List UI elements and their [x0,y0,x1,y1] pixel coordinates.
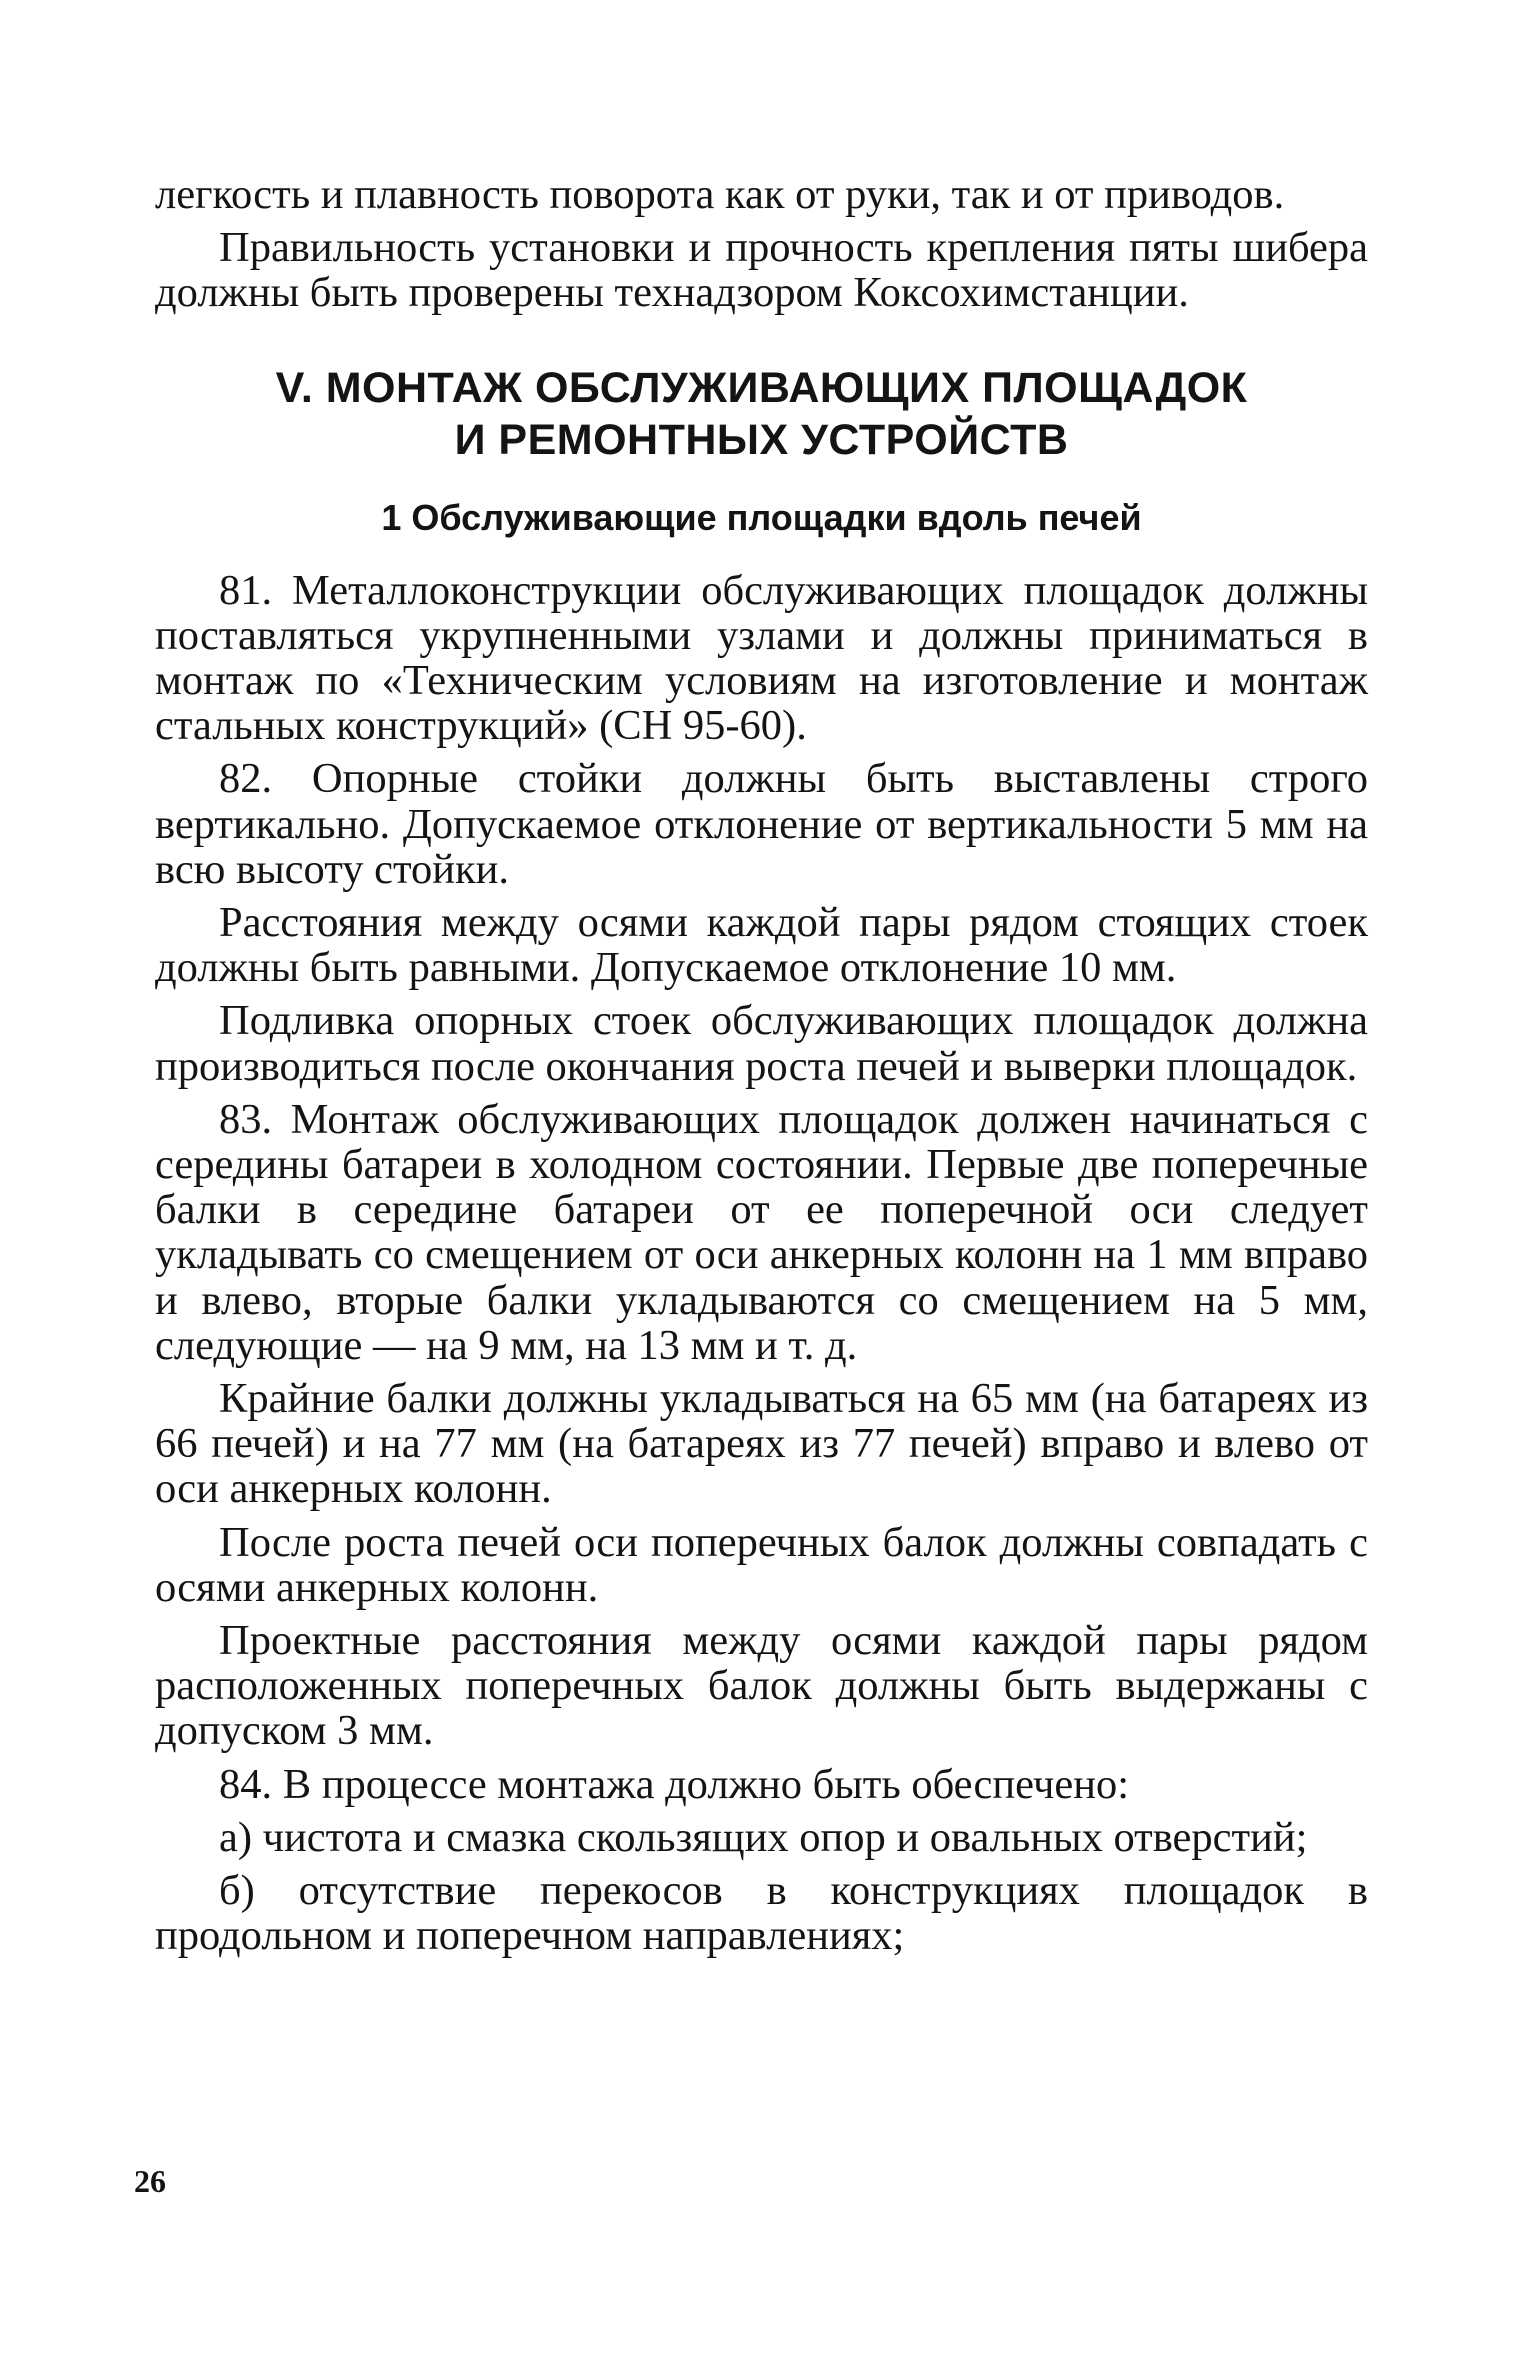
section-heading [155,362,1368,466]
paragraph-83-extreme-beams: Крайние балки должны укладываться на 65 мм (на батареях из 66 печей) и на 77 мм (на батареях из 77 печей) вправо и влево от оси анкерных колонн. [155,1375,1368,1513]
paragraph-83-after-growth: После роста печей оси поперечных балок должны совпадать с осями анкерных колонн. [155,1518,1368,1611]
paragraph-82: 82. Опорные стойки должны быть выставлены строго вертикально. Допускаемое отклонение от вертикальности 5 мм на всю высоту стойки. [155,755,1368,893]
page-number: 26 [134,2163,166,2199]
paragraph-inspection: Правильность установки и прочность крепления пяты шибера должны быть проверены технадзором Коксохимстанции. [155,224,1368,317]
list-item-a: а) чистота и смазка скользящих опор и овальных отверстий; [219,1813,1308,1861]
paragraph-83-tolerance: Проектные расстояния между осями каждой пары рядом расположенных поперечных балок должны быть выдержаны с допуском 3 мм. [155,1617,1368,1755]
section-heading-line2: И РЕМОНТНЫХ УСТРОЙСТВ [454,415,1069,464]
paragraph-82-grouting: Подливка опорных стоек обслуживающих площадок должна производиться после окончания роста печей и выверки площадок. [155,997,1368,1090]
list-item-b: б) отсутствие перекосов в конструкциях площадок в продольном и поперечном направлениях; [155,1867,1368,1960]
paragraph-continuation: легкость и плавность поворота как от руки, так и от приводов. [155,171,1285,218]
paragraph-84: 84. В процессе монтажа должно быть обеспечено: [219,1760,1130,1808]
paragraph-81: 81. Металлоконструкции обслуживающих площадок должны поставляться укрупненными узлами и должны приниматься в монтаж по «Техническим условиям на изготовление и монтаж стальных конструкций» (СН 95-60). [155,566,1368,750]
paragraph-83: 83. Монтаж обслуживающих площадок должен начинаться с середины батареи в холодном состоянии. Первые две поперечные балки в середине батареи от ее поперечной оси следует укладывать со смещением от оси анкерных колонн на 1 мм вправо и влево, вторые балки укладываются со смещением на 5 мм, следующие — на 9 мм, на 13 мм и т. д. [155,1095,1368,1369]
text-block [155,172,1368,1967]
paragraph-82-distances: Расстояния между осями каждой пары рядом стоящих стоек должны быть равными. Допускаемое отклонение 10 мм. [155,899,1368,992]
section-heading-line1: V. МОНТАЖ ОБСЛУЖИВАЮЩИХ ПЛОЩАДОК [275,363,1248,412]
subsection-heading: 1 Обслуживающие площадки вдоль печей [381,496,1142,538]
